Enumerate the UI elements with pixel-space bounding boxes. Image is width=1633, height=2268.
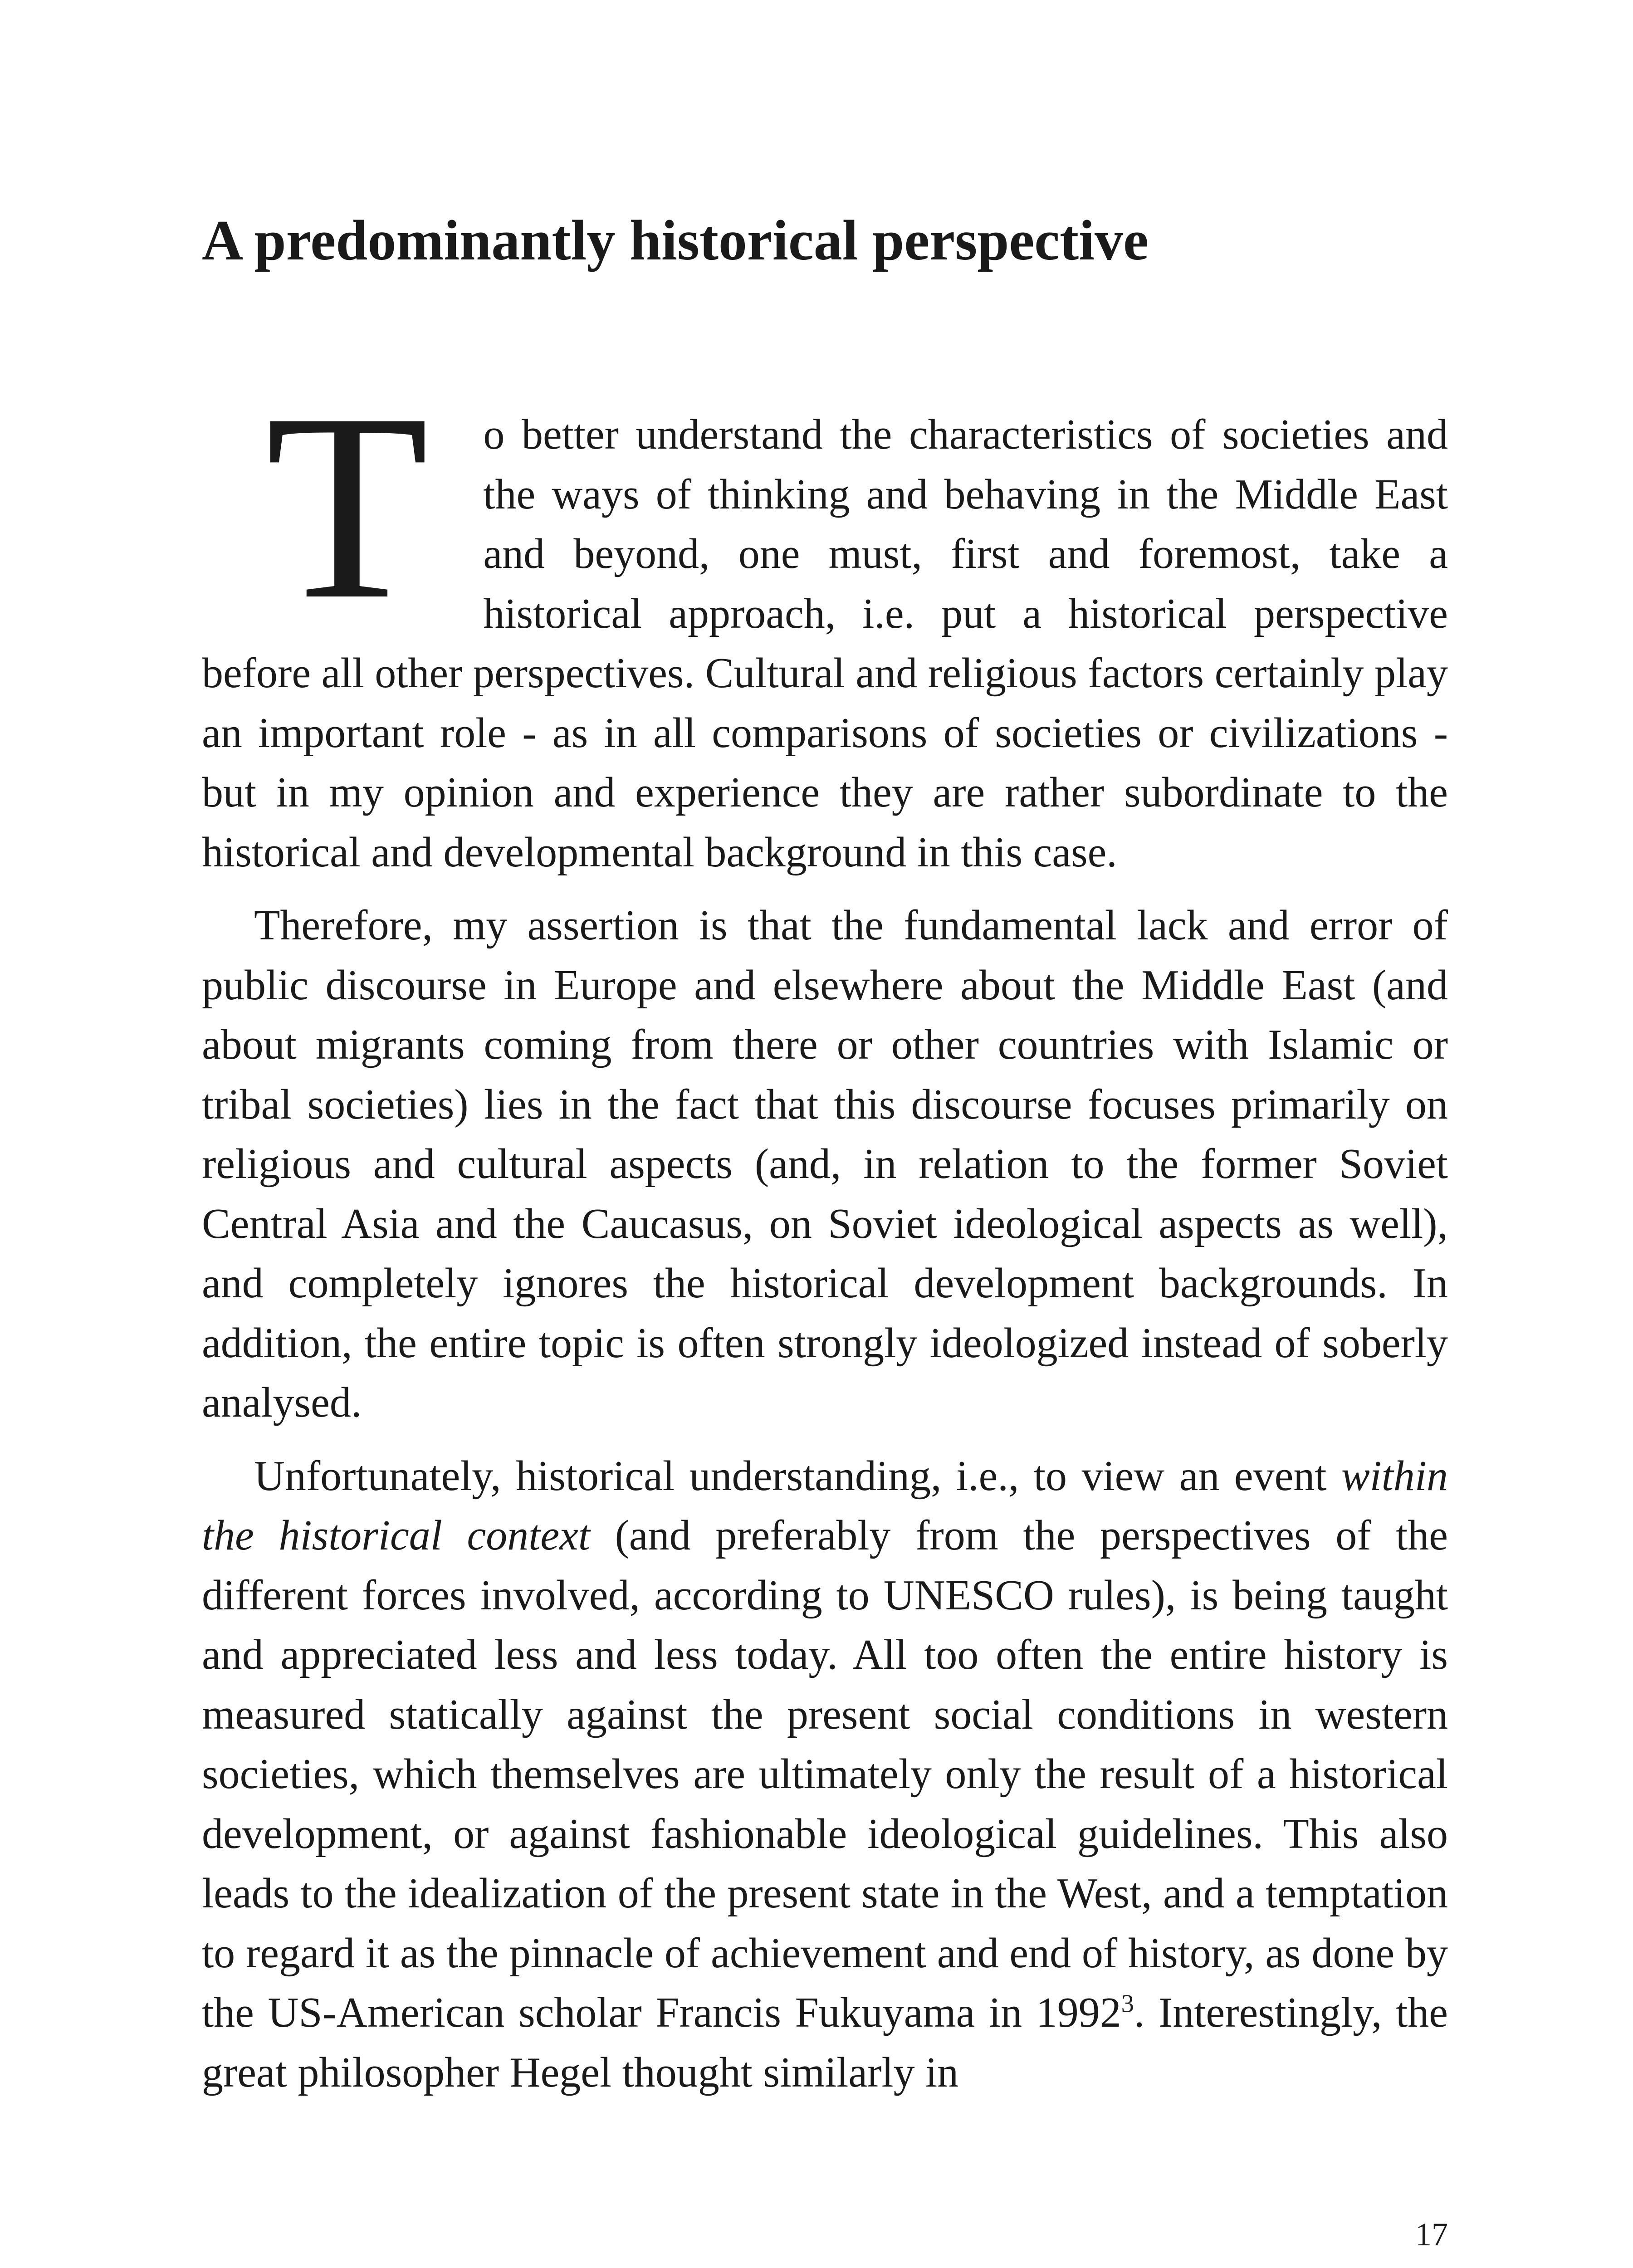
footnote-reference[interactable]: 3 xyxy=(1121,1989,1134,2018)
paragraph-1-text: o better understand the characteristics of societies and the ways of thinking and behaving in the Middle East and beyond, one must, first and foremost, take a historical approach, i.e. put a historical perspective before all other perspectives. Cultural and religious factors certainly play an important role - as in all comparisons of societies or civilizations - but in my opinion and experience they are rather subordinate to the historical and developmental background in this case. xyxy=(202,411,1448,876)
body-text xyxy=(202,358,1448,2102)
paragraph-2: Therefore, my assertion is that the fundamental lack and error of public discourse in Europe and elsewhere about the Middle East (and about migrants coming from there or other countries with Islamic or tribal societies) lies in the fact that this discourse focuses primarily on religious and cultural aspects (and, in relation to the former Soviet Central Asia and the Caucasus, on Soviet ideological aspects as well), and completely ignores the historical development backgrounds. In addition, the entire topic is often strongly ideologized instead of soberly analysed. xyxy=(202,902,1448,1427)
paragraph-3-tail: . Interestingly, the great philosopher Hegel thought similarly in xyxy=(202,1989,1448,2096)
page-number: 17 xyxy=(1415,2216,1448,2253)
paragraph-3-emphasis: within the historical context xyxy=(202,1452,1448,1559)
paragraph-3-middle: (and preferably from the perspectives of the different forces involved, according to UNESCO rules), is being taught and appreciated less and less today. All too often the entire history is measured statically against the present social conditions in western societies, which themselves are ultimately only the result of a historical development, or against fashionable ideological guidelines. This also leads to the idealization of the present state in the West, and a temptation to regard it as the pinnacle of achievement and end of history, as done by the US-American scholar Francis Fukuyama in 1992 xyxy=(202,1512,1448,2037)
paragraph-3-lead: Unfortunately, historical understanding, i.e., to view an event xyxy=(254,1452,1341,1500)
section-heading: A predominantly historical perspective xyxy=(202,209,1149,272)
paragraph-3 xyxy=(202,1447,1448,2103)
paragraph-1 xyxy=(202,358,1448,882)
drop-cap: T xyxy=(265,358,429,655)
